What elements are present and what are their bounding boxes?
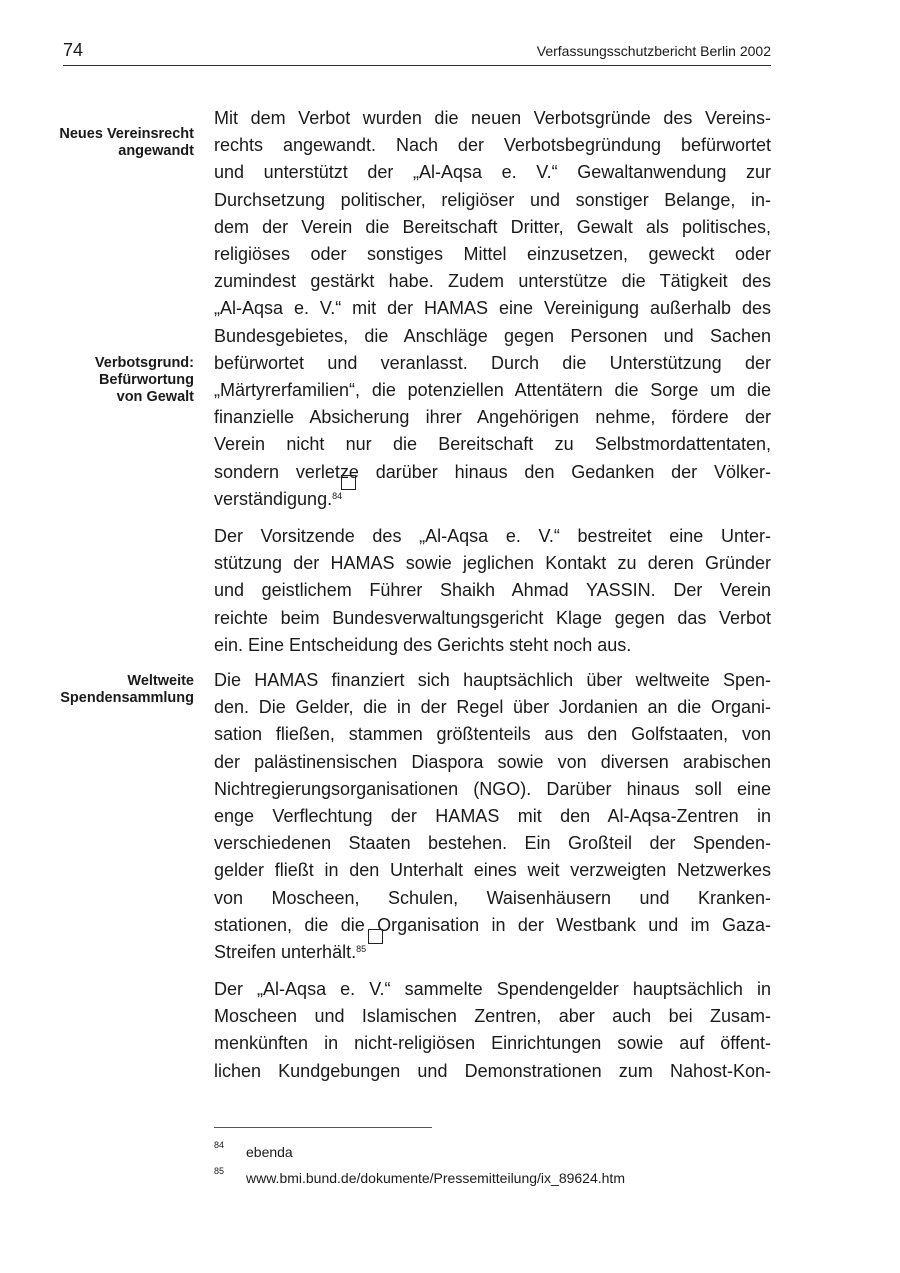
footnote-ref-85[interactable]: 85: [356, 944, 367, 955]
footnote-ref-84[interactable]: 84: [332, 490, 343, 501]
paragraph-3: Die HAMAS finanziert sich hauptsächlich über weltweite Spen- den. Die Gelder, die in der Regel über Jordanien an die Organi- sation fließen, stammen größtenteils aus den Golfstaaten, von der palästinensischen Diaspora sowie von diversen arabischen Nichtregierungsorganisationen (NGO). Darüber hinaus soll eine enge Verflechtung der HAMAS mit den Al-Aqsa-Zentren in verschiedenen Staaten bestehen. Ein Großteil der Spenden- gelder fließt in den Unterhalt eines weit verzweigten Netzwerkes von Moscheen, Schulen, Waisenhäusern und Kranken- stationen, die die Organisation in der Westbank und im Gaza- Streifen unterhält.85: [214, 670, 771, 963]
footnote-separator: [214, 1127, 432, 1128]
page-header: [63, 40, 771, 66]
paragraph-4: Der „Al-Aqsa e. V.“ sammelte Spendengelder hauptsächlich in Moscheen und Islamischen Zentren, aber auch bei Zusam- menkünften in nicht-religiösen Einrichtungen sowie auf öffent- lichen Kundgebungen und Demonstrationen zum Nahost-Kon-: [214, 979, 771, 1081]
page-number: 74: [63, 40, 84, 60]
margin-note-prohibition-reason: Verbotsgrund: Befürwortung von Gewalt: [94, 355, 194, 405]
margin-note-worldwide-donations: Weltweite Spendensammlung: [60, 673, 194, 706]
paragraph-1: Mit dem Verbot wurden die neuen Verbotsgründe des Vereins- rechts angewandt. Nach der Verbotsbegründung befürwortet und unterstützt der „Al-Aqsa e. V.“ Gewaltanwendung zur Durchsetzung politischer, religiöser und sonstiger Belange, in- dem der Verein die Bereitschaft Dritter, Gewalt als politisches, religiöses oder sonstiges Mittel einzusetzen, geweckt oder zumindest gestärkt habe. Zudem unterstütze die Tätigkeit des „Al-Aqsa e. V.“ mit der HAMAS eine Vereinigung außerhalb des Bundesgebietes, die Anschläge gegen Personen und Sachen befürwortet und veranlasst. Durch die Unterstützung der „Märtyrerfamilien“, die potenziellen Attentätern die Sorge um die finanzielle Absicherung ihrer Angehörigen nehme, fördere der Verein nicht nur die Bereitschaft zu Selbstmordattentaten, sondern verletze darüber hinaus den Gedanken der Völker- verständigung.84: [214, 108, 771, 509]
footnote-link-box[interactable]: [341, 475, 356, 490]
paragraph-2: Der Vorsitzende des „Al-Aqsa e. V.“ bestreitet eine Unter- stützung der HAMAS sowie jeglichen Kontakt zu deren Gründer und geistlichem Führer Shaikh Ahmad YASSIN. Der Verein reichte beim Bundesverwaltungsgericht Klage gegen das Verbot ein. Eine Entscheidung des Gerichts steht noch aus.: [214, 526, 771, 655]
footnote-link-box[interactable]: [368, 929, 383, 944]
footnote-link[interactable]: www.bmi.bund.de/dokumente/Pressemitteilung/ix_89624.htm: [246, 1170, 625, 1186]
running-title: Verfassungsschutzbericht Berlin 2002: [536, 43, 771, 59]
margin-note-new-association-law: Neues Vereinsrecht angewandt: [59, 126, 194, 159]
